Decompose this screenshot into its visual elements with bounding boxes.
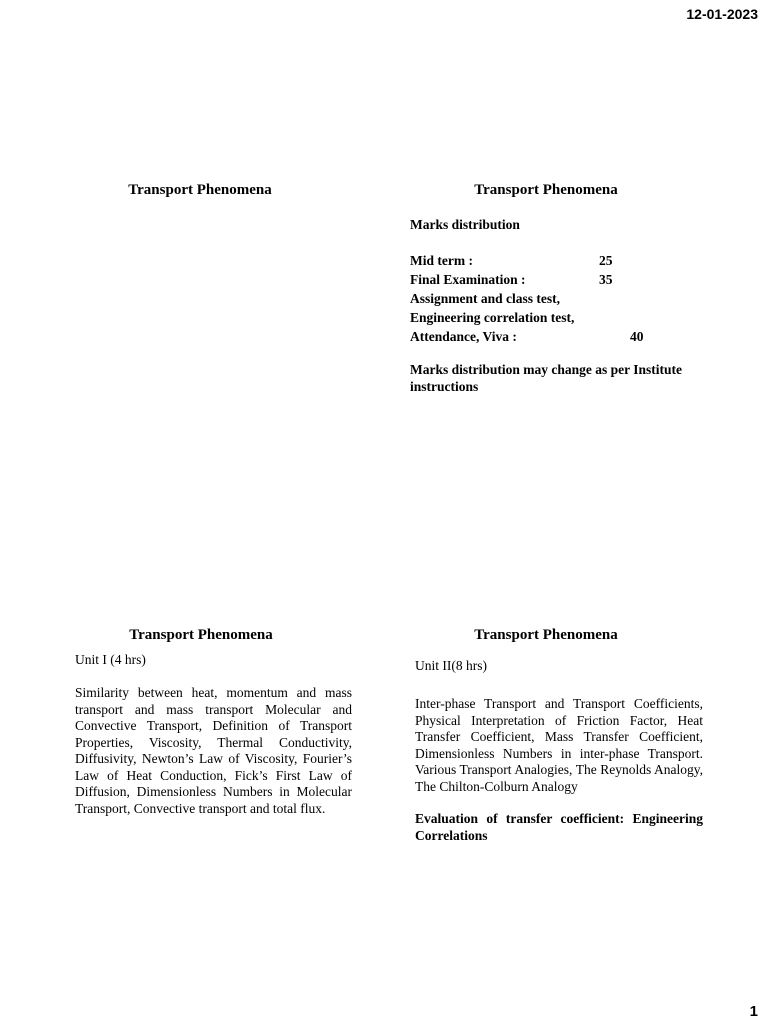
- marks-label: Final Examination :: [410, 272, 526, 287]
- marks-value: 35: [599, 272, 613, 287]
- marks-label: Assignment and class test,: [410, 291, 561, 306]
- marks-label: Attendance, Viva :: [410, 329, 517, 344]
- marks-table: [410, 253, 710, 348]
- slide-1: [50, 182, 350, 199]
- slide-title: Transport Phenomena: [128, 182, 272, 198]
- marks-label: Engineering correlation test,: [410, 310, 575, 325]
- marks-value: 25: [599, 253, 613, 268]
- slide-3: [75, 627, 352, 817]
- slide-title: Transport Phenomena: [474, 182, 618, 198]
- marks-note: Marks distribution may change as per Institute instructions: [410, 362, 683, 394]
- syllabus-paragraph: Similarity between heat, momentum and mass transport and mass transport Molecular and Convective Transport, Definition of Transport Properties, Viscosity, Thermal Conductivity, Diffusivity, Newton’s Law of Viscosity, Fourier’s Law of Heat Conduction, Fick’s First Law of Diffusion, Dimensionless Numbers in Molecular Transport, Convective transport and total flux.: [75, 685, 352, 816]
- syllabus-paragraph-bold: Evaluation of transfer coefficient: Engineering Correlations: [415, 811, 703, 843]
- slide-2: [410, 182, 710, 395]
- syllabus-paragraph: Inter-phase Transport and Transport Coefficients, Physical Interpretation of Friction Factor, Heat Transfer Coefficient, Mass Transfer Coefficient, Dimensionless Numbers in inter-phase Transport. Various Transport Analogies, The Reynolds Analogy, The Chilton-Colburn Analogy: [415, 696, 703, 794]
- marks-label: Mid term :: [410, 253, 473, 268]
- unit-label: Unit I (4 hrs): [75, 651, 146, 667]
- slide-4: [415, 627, 703, 844]
- marks-row: [410, 329, 710, 348]
- marks-row: [410, 272, 710, 291]
- marks-heading: Marks distribution: [410, 216, 520, 232]
- slide-title: Transport Phenomena: [129, 627, 273, 643]
- marks-value: 40: [630, 329, 644, 344]
- marks-row: [410, 253, 710, 272]
- unit-label: Unit II(8 hrs): [415, 657, 487, 673]
- date-stamp: 12-01-2023: [686, 6, 758, 22]
- slide-title: Transport Phenomena: [474, 627, 618, 643]
- page-number: 1: [749, 1003, 758, 1020]
- marks-row: [410, 291, 710, 310]
- marks-row: [410, 310, 710, 329]
